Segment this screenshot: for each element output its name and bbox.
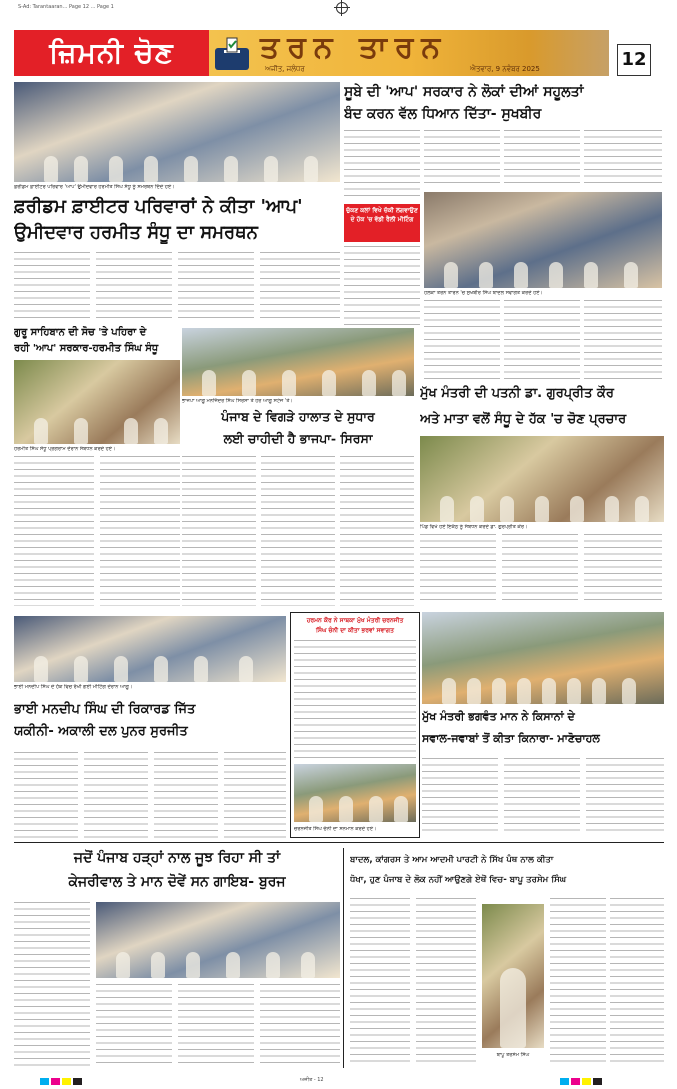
headline-harman-kaur-l1: ਹਰਮਨ ਕੌਰ ਨੇ ਸਾਬਕਾ ਮੁੱਖ ਮੰਤਰੀ ਚਰਨਜੀਤ <box>306 617 404 624</box>
photo-freedom-fighters <box>14 82 340 182</box>
headline-burj-l1: ਜਦੋਂ ਪੰਜਾਬ ਹੜ੍ਹਾਂ ਨਾਲ ਜੂਝ ਰਿਹਾ ਸੀ ਤਾਂ <box>73 850 281 866</box>
headline-bhagwant-mann-l2: ਸਵਾਲ-ਜਵਾਬਾਂ ਤੋਂ ਕੀਤਾ ਕਿਨਾਰਾ- ਮਾਣੋਚਾਹਲ <box>422 732 600 745</box>
body-text-col <box>420 534 496 604</box>
photo-burj-meeting <box>96 902 340 978</box>
headline-guru-sahiban-l2: ਰਹੀ 'ਆਪ' ਸਰਕਾਰ-ਹਰਮੀਤ ਸਿੰਘ ਸੰਧੂ <box>14 343 159 354</box>
masthead-subtitle: ਅਜੀਤ, ਜਲੰਧਰ <box>265 65 305 73</box>
masthead-title: ਤਰਨ ਤਾਰਨ <box>260 30 449 65</box>
body-text-col <box>344 130 420 200</box>
headline-mandeep-singh-l1: ਭਾਈ ਮਨਦੀਪ ਸਿੰਘ ਦੀ ਰਿਕਾਰਡ ਜਿੱਤ <box>14 702 196 717</box>
caption-bapu-tarsem-singh: ਬਾਪੂ ਤਰਸੇਮ ਸਿੰਘ <box>496 1052 530 1058</box>
body-text-col <box>350 898 410 1066</box>
headline-harman-kaur-l2: ਸਿੰਘ ਚੰਨੀ ਦਾ ਕੀਤਾ ਭਰਵਾਂ ਸਵਾਗਤ <box>316 627 394 634</box>
body-text-col <box>96 252 172 322</box>
column-divider <box>343 848 344 1068</box>
headline-tarsem-singh-l2: ਧੋਖਾ, ਹੁਣ ਪੰਜਾਬ ਦੇ ਲੋਕ ਨਹੀਂ ਆਉਣਗੇ ਏਥੋਂ ਵਿਚ- ਬਾਪੂ ਤਰਸੇਮ ਸਿੰਘ <box>350 875 567 885</box>
body-text-col <box>100 456 180 606</box>
body-text-col <box>584 130 662 188</box>
photo-farmers-protest <box>422 612 664 704</box>
body-text-col <box>260 252 340 322</box>
photo-bjp-stage <box>182 328 414 396</box>
body-text-col <box>14 456 94 606</box>
photo-mandeep-singh-meeting <box>14 616 286 682</box>
body-text-col <box>344 246 420 326</box>
body-text-col <box>294 640 416 760</box>
body-text-col <box>84 752 148 838</box>
body-text-col <box>584 300 662 382</box>
headline-tarsem-singh-l1: ਬਾਦਲ, ਕਾਂਗਰਸ ਤੇ ਆਮ ਆਦਮੀ ਪਾਰਟੀ ਨੇ ਸਿੱਖ ਪੰਥ ਨਾਲ ਕੀਤਾ <box>350 855 554 865</box>
body-text-col <box>504 758 580 836</box>
headline-sirsa-l1: ਪੰਜਾਬ ਦੇ ਵਿਗੜੇ ਹਾਲਾਤ ਦੇ ਸੁਧਾਰ <box>221 409 375 424</box>
headline-gurpreet-kaur-l1: ਮੁੱਖ ਮੰਤਰੀ ਦੀ ਪਤਨੀ ਡਾ. ਗੁਰਪ੍ਰੀਤ ਕੌਰ <box>420 386 614 401</box>
caption-harmeet-sandhu: ਹਰਮੀਤ ਸਿੰਘ ਸੰਧੂ ਪ੍ਰੋਗਰਾਮ ਦੌਰਾਨ ਸੰਬੋਧਨ ਕਰਦੇ ਹੋਏ। <box>14 446 116 452</box>
caption-sukhbir-rally: ਹਲਕਾ ਤਰਨ ਤਾਰਨ 'ਚ ਸੁਖਬੀਰ ਸਿੰਘ ਬਾਦਲ ਸਵਾਗਤ ਕਰਦੇ ਹੋਏ। <box>424 290 543 296</box>
photo-channi-welcome <box>294 764 416 822</box>
body-text-col <box>584 534 662 604</box>
body-text-col <box>416 898 476 1066</box>
body-text-col <box>550 898 606 1066</box>
body-text-col <box>96 984 172 1066</box>
registration-mark-icon <box>336 2 348 14</box>
body-text-col <box>610 898 664 1066</box>
photo-harmeet-sandhu <box>14 360 180 444</box>
body-text-col <box>178 984 254 1066</box>
page-number: 12 <box>617 44 651 76</box>
headline-sukhbir-l1: ਸੂਬੇ ਦੀ 'ਆਪ' ਸਰਕਾਰ ਨੇ ਲੋਕਾਂ ਦੀਆਂ ਸਹੂਲਤਾਂ <box>344 84 584 100</box>
section-divider <box>14 842 664 843</box>
body-text-col <box>178 252 254 322</box>
caption-freedom-fighters: ਫ਼ਰੀਡਮ ਫ਼ਾਈਟਰ ਪਰਿਵਾਰ 'ਆਪ' ਉਮੀਦਵਾਰ ਹਰਮੀਤ ਸਿੰਘ ਸੰਧੂ ਨੂੰ ਸਮਰਥਨ ਦਿੰਦੇ ਹੋਏ। <box>14 184 175 190</box>
masthead-election-banner <box>14 30 209 76</box>
photo-bapu-tarsem-singh <box>482 904 544 1048</box>
photo-sukhbir-rally <box>424 192 662 288</box>
masthead-left-title: ਜ਼ਿਮਨੀ ਚੋਣ <box>49 36 174 69</box>
body-text-col <box>424 130 500 188</box>
caption-bjp-stage: ਭਾਜਪਾ ਆਗੂ ਮਨਜਿੰਦਰ ਸਿੰਘ ਸਿਰਸਾ ਤੇ ਹੋਰ ਆਗੂ ਸਟੇਜ 'ਤੇ। <box>182 398 293 404</box>
body-text-col <box>260 984 340 1066</box>
body-text-col <box>504 300 580 382</box>
photo-gurpreet-kaur-rally <box>420 436 664 522</box>
headline-mandeep-singh-l2: ਯਕੀਨੀ- ਅਕਾਲੀ ਦਲ ਪੁਨਰ ਸੁਰਜੀਤ <box>14 724 188 739</box>
headline-freedom-fighters-l2: ਉਮੀਦਵਾਰ ਹਰਮੀਤ ਸੰਧੂ ਦਾ ਸਮਰਥਨ <box>14 222 258 243</box>
headline-burj-l2: ਕੇਜਰੀਵਾਲ ਤੇ ਮਾਨ ਦੋਵੇਂ ਸਨ ਗਾਇਬ- ਬੁਰਜ <box>68 874 286 890</box>
body-text-col <box>154 752 218 838</box>
caption-gurpreet-kaur: ਪਿੰਡ ਵਿਖੇ ਹੋਏ ਇਕੱਠ ਨੂੰ ਸੰਬੋਧਨ ਕਰਦੇ ਡਾ. ਗੁਰਪ੍ਰੀਤ ਕੌਰ। <box>420 524 528 530</box>
body-text-col <box>504 130 580 188</box>
print-strip: S-Ad: Tarantaaran... Page 12 ... Page 1 <box>18 4 114 10</box>
body-text-col <box>182 456 256 606</box>
body-text-col <box>261 456 335 606</box>
headline-guru-sahiban-l1: ਗੁਰੂ ਸਾਹਿਬਾਨ ਦੀ ਸੋਚ 'ਤੇ ਪਹਿਰਾ ਦੇ <box>14 327 147 338</box>
headline-sukhbir-l2: ਬੰਦ ਕਰਨ ਵੱਲ ਧਿਆਨ ਦਿੱਤਾ- ਸੁਖਬੀਰ <box>344 106 542 122</box>
footer-label: ਅਜੀਤ - 12 <box>300 1077 324 1083</box>
caption-mandeep-singh: ਭਾਈ ਮਨਦੀਪ ਸਿੰਘ ਦੇ ਹੱਕ ਵਿਚ ਰੱਖੀ ਗਈ ਮੀਟਿੰਗ ਦੌਰਾਨ ਆਗੂ। <box>14 684 133 690</box>
callout-rally: ਚੁੱਕਣ ਕਲਾਂ ਵਿਖੇ ਚੱਕੀ ਲਗਵਾਉਣ ਦੇ ਹੱਕ 'ਚ ਵੱਡੀ ਰੈਲੀ ਮੀਟਿੰਗ <box>344 204 420 242</box>
headline-freedom-fighters-l1: ਫ਼ਰੀਡਮ ਫ਼ਾਈਟਰ ਪਰਿਵਾਰਾਂ ਨੇ ਕੀਤਾ 'ਆਪ' <box>14 196 303 217</box>
body-text-col <box>14 902 90 1066</box>
color-calibration-bar <box>560 1078 604 1087</box>
masthead-date: ਐਤਵਾਰ, 9 ਨਵੰਬਰ 2025 <box>470 65 540 73</box>
body-text-col <box>224 752 286 838</box>
caption-channi: ਚਰਨਜੀਤ ਸਿੰਘ ਚੰਨੀ ਦਾ ਸਨਮਾਨ ਕਰਦੇ ਹੋਏ। <box>294 826 377 832</box>
body-text-col <box>586 758 664 836</box>
ballot-box-icon <box>212 36 252 72</box>
body-text-col <box>422 758 498 836</box>
body-text-col <box>14 752 78 838</box>
headline-sirsa-l2: ਲਈ ਚਾਹੀਦੀ ਹੈ ਭਾਜਪਾ- ਸਿਰਸਾ <box>223 431 373 446</box>
body-text-col <box>14 252 90 322</box>
body-text-col <box>502 534 578 604</box>
page-footer <box>0 1074 677 1089</box>
body-text-col <box>340 456 414 606</box>
headline-bhagwant-mann-l1: ਮੁੱਖ ਮੰਤਰੀ ਭਗਵੰਤ ਮਾਨ ਨੇ ਕਿਸਾਨਾਂ ਦੇ <box>422 710 575 723</box>
headline-gurpreet-kaur-l2: ਅਤੇ ਮਾਤਾ ਵਲੋਂ ਸੰਧੂ ਦੇ ਹੱਕ 'ਚ ਚੋਣ ਪ੍ਰਚਾਰ <box>420 412 627 427</box>
color-calibration-bar <box>40 1078 84 1087</box>
body-text-col <box>424 300 500 382</box>
